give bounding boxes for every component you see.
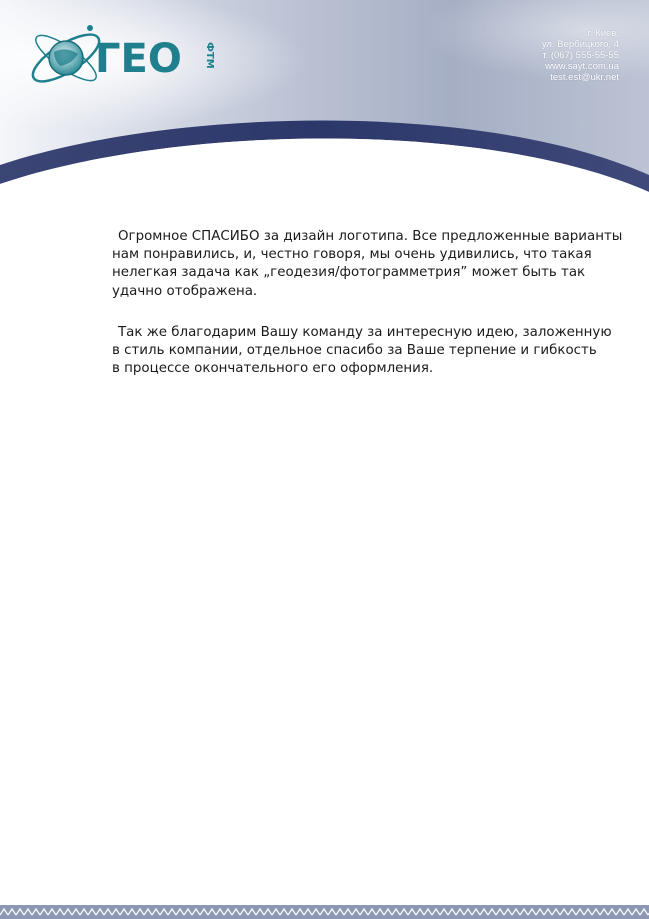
globe-logo-icon bbox=[20, 6, 220, 96]
text-line: в процессе окончательного его оформления. bbox=[112, 361, 434, 377]
contact-website: www.sayt.com.ua bbox=[545, 61, 619, 72]
company-logo bbox=[20, 6, 220, 96]
contact-email: test.est@ukr.net bbox=[550, 72, 619, 83]
letter-body bbox=[112, 228, 623, 401]
contact-info bbox=[419, 28, 619, 83]
contact-city: г. Киев, bbox=[587, 28, 619, 39]
letter-paragraph-2 bbox=[112, 324, 612, 379]
text-line: в стиль компании, отдельное спасибо за Ваше терпение и гибкость bbox=[112, 343, 597, 359]
footer-strip bbox=[0, 905, 649, 919]
letter-paragraph-1 bbox=[112, 228, 623, 301]
contact-phone: т. (067) 555-55-55 bbox=[542, 50, 619, 61]
text-line: Так же благодарим Вашу команду за интересную идею, заложенную bbox=[118, 324, 612, 340]
contact-street: ул. Вербицкого, 4 bbox=[541, 39, 619, 50]
text-line: Огромное СПАСИБО за дизайн логотипа. Все предложенные варианты bbox=[118, 229, 623, 244]
logo-sub-text: ФТМ bbox=[204, 42, 215, 69]
text-line: нам понравились, и, честно говоря, мы очень удивились, что такая bbox=[112, 247, 592, 263]
text-line: удачно отображена. bbox=[112, 283, 258, 299]
logo-brand-text: ГЕО bbox=[95, 36, 182, 82]
text-line: нелегкая задача как „геодезия/фотограмметрия” может быть так bbox=[112, 265, 586, 281]
